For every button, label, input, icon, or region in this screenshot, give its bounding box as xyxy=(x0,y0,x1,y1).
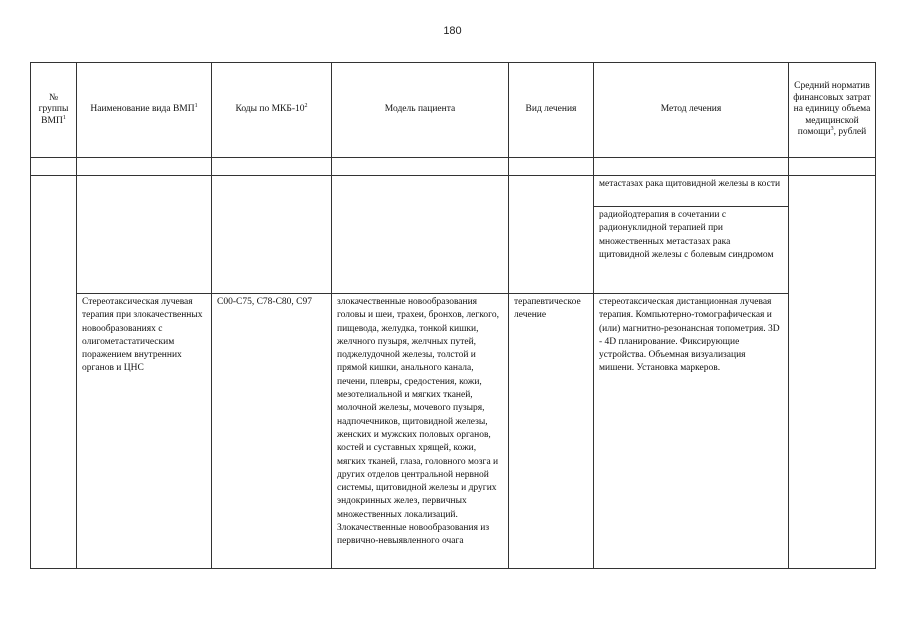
table-row-stereotactic xyxy=(31,294,876,569)
table-header-row xyxy=(31,63,876,158)
cell-patient-empty xyxy=(332,176,509,294)
table-row-continued xyxy=(31,176,876,294)
method-bone-metastases: метастазах рака щитовидной железы в кости xyxy=(594,176,788,207)
header-vmp-name-text: Наименование вида ВМП xyxy=(90,104,195,115)
header-group-no-sup: 1 xyxy=(62,114,66,121)
spacer-cell xyxy=(509,158,594,176)
cell-treatment-type: терапевтическое лечение xyxy=(509,294,594,569)
header-vmp-name-sup: 1 xyxy=(194,103,198,110)
cell-icd-codes: C00-C75, C78-C80, C97 xyxy=(212,294,332,569)
header-cost-norm-suffix: , рублей xyxy=(833,127,867,138)
cell-cost-norm xyxy=(789,176,876,569)
page-number: 180 xyxy=(443,25,462,37)
method-radioiodine: радиойодтерапия в сочетании с радионуклидной терапией при множественных метастазах рака щитовидной железы с болевым синдромом xyxy=(599,210,774,260)
header-cost-norm xyxy=(789,63,876,158)
header-treatment-type: Вид лечения xyxy=(509,63,594,158)
header-cost-norm-text: Средний норматив финансовых затрат на единицу объема медицинской помощи xyxy=(793,81,871,138)
cell-methods-continued xyxy=(594,176,789,294)
cell-treatment-method: стереотаксическая дистанционная лучевая терапия. Компьютерно-томографическая и (или) магнитно-резонансная топометрия. 3D - 4D планирование. Фиксирующие устройства. Объемная визуализация мишени. Установка маркеров. xyxy=(594,294,789,569)
header-icd-codes xyxy=(212,63,332,158)
header-group-no-line1: № xyxy=(48,92,59,103)
cell-group-no xyxy=(31,176,77,569)
spacer-cell xyxy=(332,158,509,176)
cell-icd-empty xyxy=(212,176,332,294)
header-vmp-name xyxy=(77,63,212,158)
spacer-cell xyxy=(212,158,332,176)
cell-type-empty xyxy=(509,176,594,294)
cell-vmp-name: Стереотаксическая лучевая терапия при злокачественных новообразованиях с олигометастатическим поражением внутренних органов и ЦНС xyxy=(77,294,212,569)
header-treatment-method: Метод лечения xyxy=(594,63,789,158)
spacer-cell xyxy=(594,158,789,176)
spacer-cell xyxy=(789,158,876,176)
header-group-no-line2: группы ВМП xyxy=(38,104,69,126)
header-cost-norm-sup: 3 xyxy=(830,126,834,133)
header-group-no xyxy=(31,63,77,158)
vmp-table xyxy=(30,62,876,569)
header-icd-codes-text: Коды по МКБ-10 xyxy=(235,104,305,115)
header-icd-codes-sup: 2 xyxy=(304,103,308,110)
spacer-cell xyxy=(31,158,77,176)
header-patient-model: Модель пациента xyxy=(332,63,509,158)
spacer-cell xyxy=(77,158,212,176)
cell-patient-model: злокачественные новообразования головы и шеи, трахеи, бронхов, легкого, пищевода, желудка, тонкой кишки, желчного пузыря, желчных путей, поджелудочной железы, толстой и прямой кишки, анального канала, печени, плевры, средостения, кожи, мезотелиальной и мягких тканей, молочной железы, мочевого пузыря, надпочечников, щитовидной железы, женских и мужских половых органов, костей и суставных хрящей, кожи, мягких тканей, глаза, головного мозга и других отделов центральной нервной системы, щитовидной железы и других эндокринных желез, первичных множественных локализаций. Злокачественные новообразования из первично-невыявленного очага xyxy=(332,294,509,569)
table-spacer-row xyxy=(31,158,876,176)
cell-vmp-name-empty xyxy=(77,176,212,294)
